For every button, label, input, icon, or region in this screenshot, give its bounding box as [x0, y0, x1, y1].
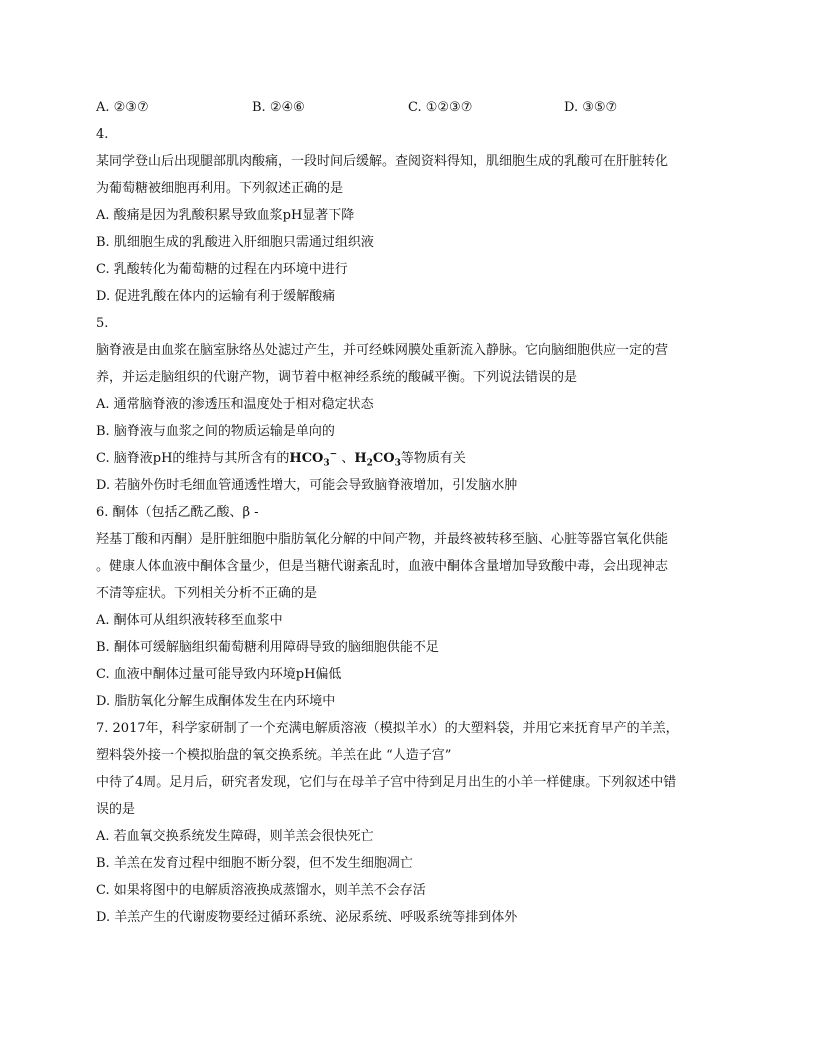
q5-option-b: B. 脑脊液与血浆之间的物质运输是单向的 [96, 424, 335, 439]
q6-option-b: B. 酮体可缓解脑组织葡萄糖利用障碍导致的脑细胞供能不足 [96, 640, 439, 655]
q6-option-a: A. 酮体可从组织液转移至血浆中 [96, 613, 283, 628]
q5-option-d: D. 若脑外伤时毛细血管通透性增大，可能会导致脑脊液增加，引发脑水肿 [96, 478, 518, 493]
q3-option-a: A. ②③⑦ [96, 100, 149, 115]
q7-stem-line: 中待了4周。足月后，研究者发现，它们与在母羊子宫中待到足月出生的小羊一样健康。下列叙述中错 [96, 775, 677, 790]
q4-option-a: A. 酸痛是因为乳酸积累导致血浆pH显著下降 [96, 208, 355, 223]
q6-stem-line: 羟基丁酸和丙酮）是肝脏细胞中脂肪氧化分解的中间产物，并最终被转移至脑、心脏等器官氧化供能 [96, 532, 669, 547]
q4-option-d: D. 促进乳酸在体内的运输有利于缓解酸痛 [96, 289, 336, 304]
q5-option-c-prefix: C. 脑脊液pH的维持与其所含有的 [96, 451, 290, 466]
q7-option-b: B. 羊羔在发育过程中细胞不断分裂，但不发生细胞凋亡 [96, 856, 413, 871]
q7-stem-line: 7. 2017年，科学家研制了一个充满电解质溶液（模拟羊水）的大塑料袋，并用它来抚育早产的羊羔， [96, 721, 679, 736]
q3-option-c: C. ①②③⑦ [408, 100, 473, 115]
page-content [96, 94, 726, 931]
q5-option-c-suffix: 等物质有关 [400, 451, 466, 466]
q7-option-d: D. 羊羔产生的代谢废物要经过循环系统、泌尿系统、呼吸系统等排到体外 [96, 910, 518, 925]
q5-stem-line: 养，并运走脑组织的代谢产物，调节着中枢神经系统的酸碱平衡。下列说法错误的是 [96, 370, 578, 385]
q5-option-c [96, 445, 726, 472]
q3-option-d: D. ③⑤⑦ [564, 100, 618, 115]
chem-separator: 、 [337, 451, 355, 466]
carbonic-acid-formula: $H_2CO_3$ [354, 451, 401, 469]
q3-options [96, 94, 726, 121]
q3-option-b: B. ②④⑥ [252, 100, 305, 115]
q7-stem-line: 误的是 [96, 802, 136, 817]
q6-option-c: C. 血液中酮体过量可能导致内环境pH偏低 [96, 667, 342, 682]
q5-option-a: A. 通常脑脊液的渗透压和温度处于相对稳定状态 [96, 397, 374, 412]
bicarbonate-formula: $HCO_3^-$ [289, 449, 338, 469]
q6-stem-line: 6. 酮体（包括乙酰乙酸、β - [96, 505, 259, 520]
q4-option-b: B. 肌细胞生成的乳酸进入肝细胞只需通过组织液 [96, 235, 374, 250]
q4-stem-line: 为葡萄糖被细胞再利用。下列叙述正确的是 [96, 181, 344, 196]
q5-number: 5. [96, 316, 109, 331]
q6-stem-line: 。健康人体血液中酮体含量少，但是当糖代谢紊乱时，血液中酮体含量增加导致酸中毒，会出现神志 [96, 559, 669, 574]
q6-stem-line: 不清等症状。下列相关分析不正确的是 [96, 586, 318, 601]
q4-option-c: C. 乳酸转化为葡萄糖的过程在内环境中进行 [96, 262, 348, 277]
q4-stem-line: 某同学登山后出现腿部肌肉酸痛，一段时间后缓解。查阅资料得知，肌细胞生成的乳酸可在肝脏转化 [96, 154, 669, 169]
q7-stem-line: 塑料袋外接一个模拟胎盘的氧交换系统。羊羔在此 “人造子宫” [96, 748, 452, 763]
q7-option-a: A. 若血氧交换系统发生障碍，则羊羔会很快死亡 [96, 829, 374, 844]
q5-stem-line: 脑脊液是由血浆在脑室脉络丛处滤过产生，并可经蛛网膜处重新流入静脉。它向脑细胞供应一定的营 [96, 343, 669, 358]
q7-option-c: C. 如果将图中的电解质溶液换成蒸馏水，则羊羔不会存活 [96, 883, 426, 898]
q6-option-d: D. 脂肪氧化分解生成酮体发生在内环境中 [96, 694, 336, 709]
q4-number: 4. [96, 127, 109, 142]
